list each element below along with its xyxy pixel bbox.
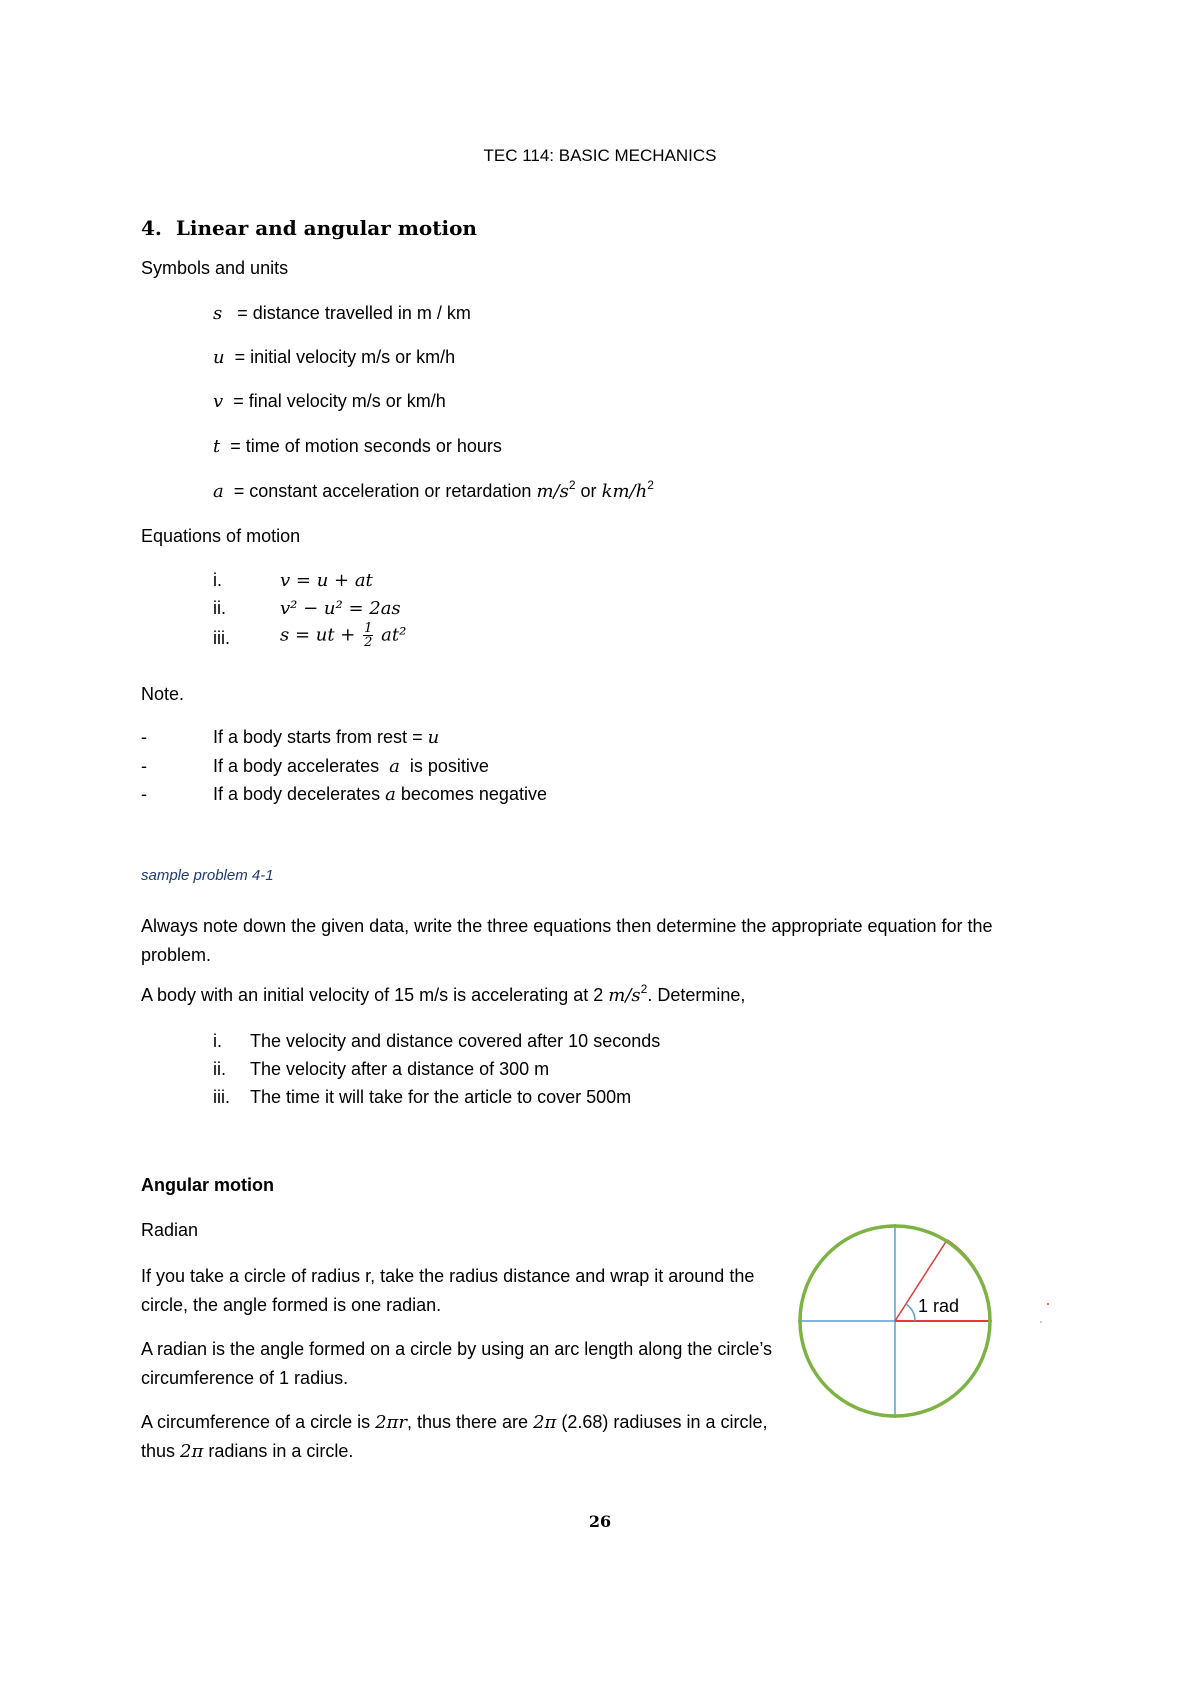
symbol-row [213,436,502,457]
math-run: 2π [533,1412,557,1433]
part-number: ii. [213,1059,226,1079]
symbol-row [213,391,446,412]
radian-paragraph-3 [141,1408,781,1466]
angle-arc [906,1304,915,1321]
symbol-desc: = distance travelled in m / km [237,303,471,323]
note-var: a [385,784,396,805]
symbol: v [213,391,224,412]
note-heading: Note. [141,684,185,704]
section-heading [141,216,477,240]
accel-unit-1-exp: 2 [568,478,576,492]
angle-label: 1 rad [918,1296,960,1316]
symbol-desc: = initial velocity m/s or km/h [234,347,456,367]
note-text-tail: becomes negative [400,784,547,804]
text-run: , thus there are [406,1412,529,1432]
symbol: a [213,481,224,502]
math-run: 2πr [375,1412,407,1433]
note-text: If a body accelerates [213,756,380,776]
radian-heading: Radian [141,1220,199,1240]
note-var: u [427,727,440,748]
equation-number: ii. [213,598,226,618]
equation: v² − u² = 2as [280,598,401,619]
symbol: s [213,303,223,324]
sample-problem-unit: m/s [608,985,641,1006]
text-run: (2.68) radiuses in a circle, thus [141,1412,768,1461]
sample-intro: Always note down the given data, write the three equations then determine the appropriate equation for the problem. [141,916,993,965]
math-run: 2π [180,1441,204,1462]
equation-number: i. [213,570,222,590]
fraction-numerator: 1 [364,621,373,636]
equation-part: s = ut + [280,624,356,646]
symbols-heading: Symbols and units [141,258,289,278]
symbol: u [213,347,225,368]
note-item [141,756,489,777]
symbol-desc: = time of motion seconds or hours [230,436,502,456]
accel-unit-2: km/h [601,481,648,502]
section-title: Linear and angular motion [175,216,477,240]
bullet-dash: - [141,784,147,804]
part-text: The velocity and distance covered after 10 seconds [250,1031,661,1051]
sample-problem-exp: 2 [640,982,648,996]
note-item [141,784,547,805]
note-item [141,727,439,748]
section-number: 4. [141,216,162,240]
symbol-row [213,303,471,324]
radian-paragraph-1: If you take a circle of radius r, take the radius distance and wrap it around the circle, the angle formed is one radian. [141,1266,755,1315]
sample-label: sample problem 4-1 [141,867,274,884]
accel-unit-1: m/s [536,481,569,502]
bullet-dash: - [141,727,147,747]
stray-mark [1047,1303,1049,1305]
symbol-desc: = constant acceleration or retardation [233,481,532,501]
equation: v = u + at [280,570,373,591]
equations-heading: Equations of motion [141,526,301,546]
radian-paragraph-2: A radian is the angle formed on a circle by using an arc length along the circle’s circumference of 1 radius. [141,1339,773,1388]
angular-heading: Angular motion [141,1175,274,1195]
sample-problem-text: A body with an initial velocity of 15 m/s is accelerating at 2 [141,985,604,1005]
text-run: radians in a circle. [208,1441,354,1461]
symbol-row [213,478,654,502]
accel-unit-joiner: or [580,481,597,501]
part-text: The time it will take for the article to cover 500m [250,1087,632,1107]
fraction [363,622,373,649]
sample-problem-tail: . Determine, [647,985,746,1005]
page-header: TEC 114: BASIC MECHANICS [483,146,717,165]
symbol-row [213,347,455,368]
symbol-desc: = final velocity m/s or km/h [233,391,446,411]
fraction-denominator: 2 [364,635,373,650]
note-text: If a body decelerates [213,784,381,804]
page-number: 26 [588,1512,612,1531]
equation-part: at² [381,624,407,646]
radian-diagram [795,1220,1075,1430]
symbol: t [213,436,221,457]
part-text: The velocity after a distance of 300 m [250,1059,550,1079]
note-var: a [389,756,400,777]
bullet-dash: - [141,756,147,776]
note-text-tail: is positive [409,756,489,776]
part-number: i. [213,1031,222,1051]
accel-unit-2-exp: 2 [647,478,654,492]
equation-number: iii. [213,628,230,648]
sample-problem [141,982,746,1006]
part-number: iii. [213,1087,230,1107]
stray-mark [1040,1321,1042,1323]
equation [280,622,406,649]
text-run: A circumference of a circle is [141,1412,371,1432]
note-text: If a body starts from rest = [213,727,423,747]
